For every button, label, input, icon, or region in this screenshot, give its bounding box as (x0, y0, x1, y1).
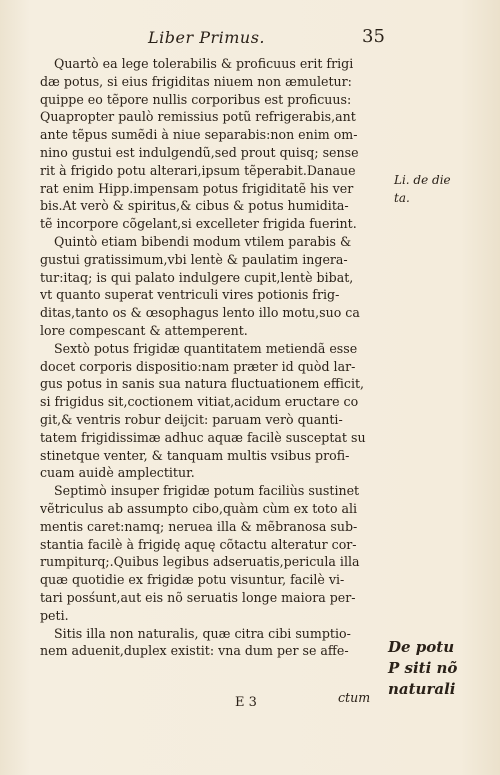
text-line: vt quanto superat ventriculi vires potionis frig- (40, 287, 340, 303)
text-line: gustui gratissimum,vbi lentè & paulatim ingera- (40, 251, 348, 267)
catchword: ctum (338, 690, 371, 705)
text-line: mentis caret:namq; neruea illa & mẽbranosa sub- (40, 518, 358, 534)
text-line: Sitis illa non naturalis, quæ citra cibi sumptio- (54, 625, 351, 641)
marginal-note-thirst (388, 637, 457, 700)
marginal-note-line: ta. (394, 190, 410, 205)
text-line: bis.At verò & spiritus,& cibus & potus humidita- (40, 198, 349, 214)
text-line: quæ quotidie ex frigidæ potu visuntur, facilè vi- (40, 572, 345, 588)
text-line: ditas,tanto os & œsophagus lento illo motu,suo ca (40, 305, 360, 321)
text-line: nem aduenit,duplex existit: vna dum per se affe- (40, 643, 349, 659)
text-line: tatem frigidissimæ adhuc aquæ facilè susceptat su (40, 429, 366, 445)
text-line: rumpiturq;.Quibus legibus adseruatis,pericula illa (40, 554, 360, 570)
text-line: vẽtriculus ab assumpto cibo,quàm cùm ex toto ali (40, 500, 358, 516)
page-number: 35 (362, 26, 385, 47)
text-line: dæ potus, si eius frigiditas niuem non æmuletur: (40, 73, 352, 89)
text-line: ante tẽpus sumẽdi à niue separabis:non enim om- (40, 127, 358, 143)
marginal-note-line: De potu (388, 638, 455, 656)
text-line: tari posśunt,aut eis nõ seruatis longe maiora per- (40, 589, 356, 605)
text-line: nino gustui est indulgendũ,sed prout quisq; sense (40, 144, 359, 160)
marginal-note-diet (394, 172, 451, 208)
marginal-note-line: P siti nõ (388, 659, 458, 677)
text-line: stantia facilè à frigidę aquę cõtactu alteratur cor- (40, 536, 357, 552)
text-line: peti. (40, 607, 69, 623)
text-line: rit à frigido potu alterari,ipsum tẽperabit.Danaue (40, 162, 356, 178)
text-line: Quintò etiam bibendi modum vtilem parabis & (54, 233, 352, 249)
text-line: lore compescant & attemperent. (40, 322, 248, 338)
text-line: docet corporis dispositio:nam præter id quòd lar- (40, 358, 356, 374)
text-line: si frigidus sit,coctionem vitiat,acidum eructare co (40, 394, 359, 410)
text-line: tur:itaq; is qui palato indulgere cupit,lentè bibat, (40, 269, 354, 285)
main-text-block (40, 55, 392, 660)
text-line: Sextò potus frigidæ quantitatem metiendã esse (54, 340, 358, 356)
text-line: cuam auidè amplectitur. (40, 465, 195, 481)
text-line: rat enim Hipp.impensam potus frigiditatẽ his ver (40, 180, 354, 196)
text-line: gus potus in sanis sua natura fluctuationem efficit, (40, 376, 365, 392)
marginal-note-line: naturali (388, 680, 456, 698)
running-head-title: Liber Primus. (148, 28, 265, 47)
text-line: Quartò ea lege tolerabilis & proficuus erit frigi (54, 56, 354, 71)
signature-mark: E 3 (235, 695, 257, 710)
text-line: Quapropter paulò remissius potũ refrigerabis,ant (40, 109, 356, 125)
text-line: Septimò insuper frigidæ potum faciliùs sustinet (54, 483, 360, 499)
text-line: stinetque venter, & tanquam multis vsibus profi- (40, 447, 350, 463)
marginal-note-line: Li. de die (394, 173, 451, 187)
text-line: quippe eo tẽpore nullis corporibus est proficuus: (40, 91, 352, 107)
text-line: git,& ventris robur deijcit: paruam verò quanti- (40, 411, 343, 427)
text-line: tẽ incorpore cõgelant,si excelleter frigida fuerint. (40, 216, 357, 232)
